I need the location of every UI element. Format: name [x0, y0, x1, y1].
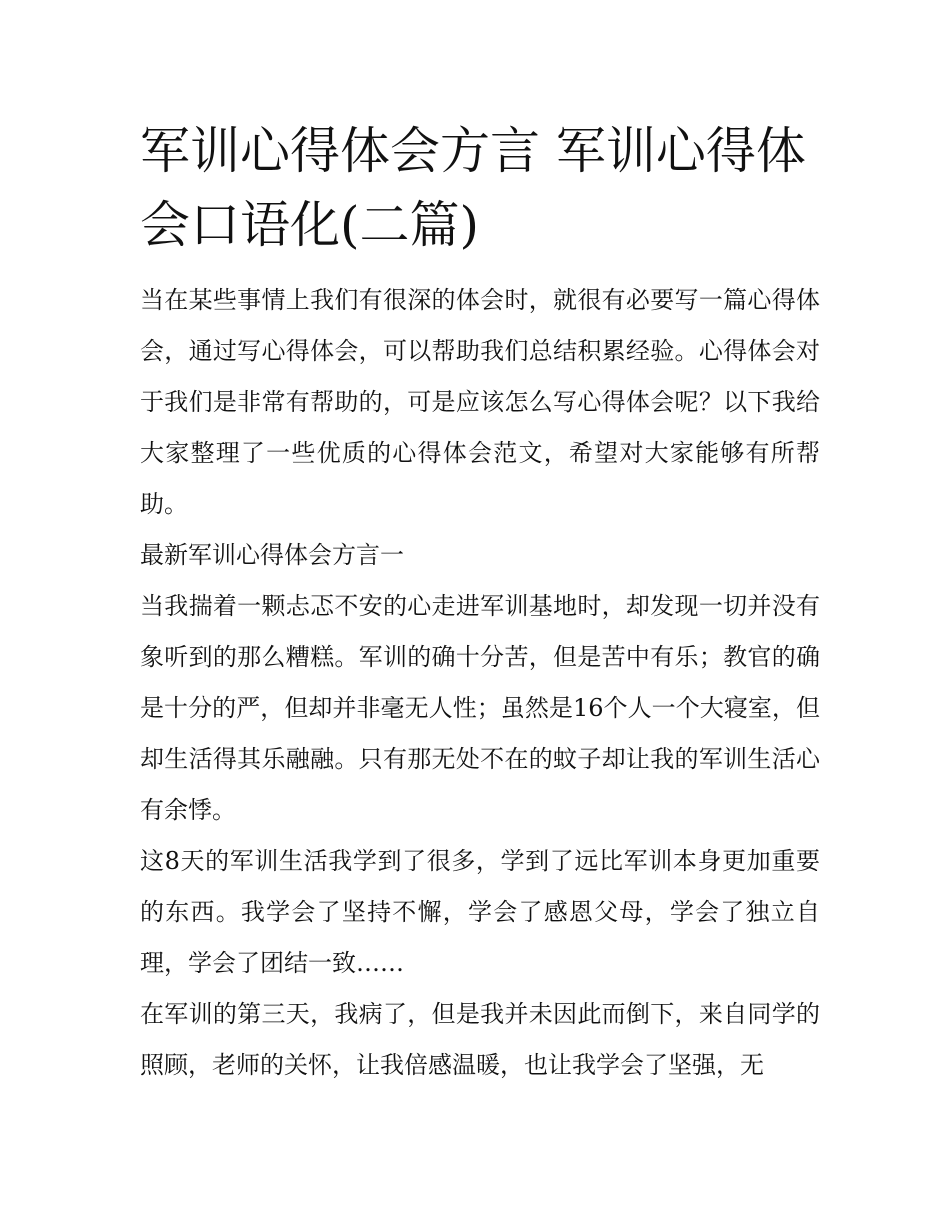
document-title: 军训心得体会方言 军训心得体会口语化(二篇) [140, 122, 806, 254]
section-heading: 最新军训心得体会方言一 [140, 541, 404, 569]
body-paragraph: 在军训的第三天，我病了，但是我并未因此而倒下，来自同学的照顾，老师的关怀，让我倍感温暖，也让我学会了坚强，无 [140, 1000, 820, 1079]
body-paragraph: 这8天的军训生活我学到了很多，学到了远比军训本身更加重要的东西。我学会了坚持不懈，学会了感恩父母，学会了独立自理，学会了团结一致…… [140, 847, 820, 977]
body-paragraph: 当我揣着一颗忐忑不安的心走进军训基地时，却发现一切并没有象听到的那么糟糕。军训的确十分苦，但是苦中有乐；教官的确是十分的严，但却并非毫无人性；虽然是16个人一个大寝室，但却生活得其乐融融。只有那无处不在的蚊子却让我的军训生活心有余悸。 [140, 592, 820, 824]
document-body [140, 275, 820, 1091]
intro-paragraph: 当在某些事情上我们有很深的体会时，就很有必要写一篇心得体会，通过写心得体会，可以帮助我们总结积累经验。心得体会对于我们是非常有帮助的，可是应该怎么写心得体会呢？以下我给大家整理了一些优质的心得体会范文，希望对大家能够有所帮助。 [140, 286, 820, 518]
